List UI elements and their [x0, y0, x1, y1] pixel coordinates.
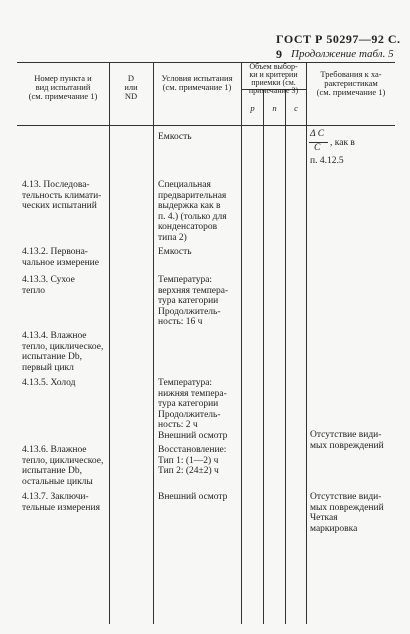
col-divider-4 — [306, 62, 307, 624]
col-header-p: p — [250, 103, 255, 113]
col-divider-2 — [153, 62, 154, 624]
col-divider-n — [285, 89, 286, 624]
row7-requirements: Отсутствие види- мых повреждений Четкая маркировка — [310, 492, 384, 534]
col-header-d-nd: D или ND — [124, 73, 138, 101]
row5-item: 4.13.5. Холод — [22, 378, 76, 388]
col-divider-3 — [241, 62, 242, 624]
continuation-label: Продолжение табл. 5 — [291, 48, 394, 60]
row6-item: 4.13.6. Влажное тепло, циклическое, испытание Db, остальные циклы — [22, 445, 104, 487]
row0-conditions: Емкость — [158, 132, 192, 142]
row1-item: 4.13. Последова- тельность климати- ческих испытаний — [22, 180, 102, 211]
col-divider-p — [263, 89, 264, 624]
row4-item: 4.13.4. Влажное тепло, циклическое, испытание Db, первый цикл — [22, 331, 104, 373]
standard-header: ГОСТ Р 50297—92 С. 9 — [276, 32, 401, 61]
col-header-n: n — [272, 103, 277, 113]
row5-requirements: Отсутствие види- мых повреждений — [310, 430, 384, 451]
table-header-rule — [17, 125, 395, 126]
row6-conditions: Восстановление: Тип 1: (1—2) ч Тип 2: (24±2) ч — [158, 445, 227, 476]
row5-conditions: Температура: нижняя темпера- тура категории Продолжитель- ность: 2 ч Внешний осмотр — [158, 378, 228, 441]
row2-item: 4.13.2. Первона- чальное измерение — [22, 247, 99, 268]
col-header-item: Номер пункта и вид испытаний (см. примечание 1) — [28, 73, 98, 101]
row0-fraction-denominator: C — [314, 143, 321, 153]
col-header-conditions: Условия испытания (см. примечание 1) — [161, 73, 233, 92]
col-header-sample: Объем выбор- ки и критерии приемки (см. примечание 3) — [248, 62, 299, 95]
row0-requirements-ref: п. 4.12.5 — [310, 156, 344, 166]
row3-item: 4.13.3. Сухое тепло — [22, 275, 75, 296]
row2-conditions: Емкость — [158, 247, 192, 257]
col-divider-1 — [109, 62, 110, 624]
col-header-c: c — [294, 103, 298, 113]
row7-conditions: Внешний осмотр — [158, 492, 228, 502]
table-top-rule — [17, 62, 395, 63]
row1-conditions: Специальная предварительная выдержка как в п. 4.) (только для конденсаторов типа 2) — [158, 180, 227, 243]
row0-fraction-numerator: Δ C — [310, 129, 325, 139]
row3-conditions: Температура: верхняя темпера- тура категории Продолжитель- ность: 16 ч — [158, 275, 229, 327]
row0-requirements-text: , как в — [330, 138, 355, 148]
col-header-requirements: Требования к ха- рактеристикам (см. примечание 1) — [316, 69, 386, 97]
row7-item: 4.13.7. Заключи- тельные измерения — [22, 492, 100, 513]
